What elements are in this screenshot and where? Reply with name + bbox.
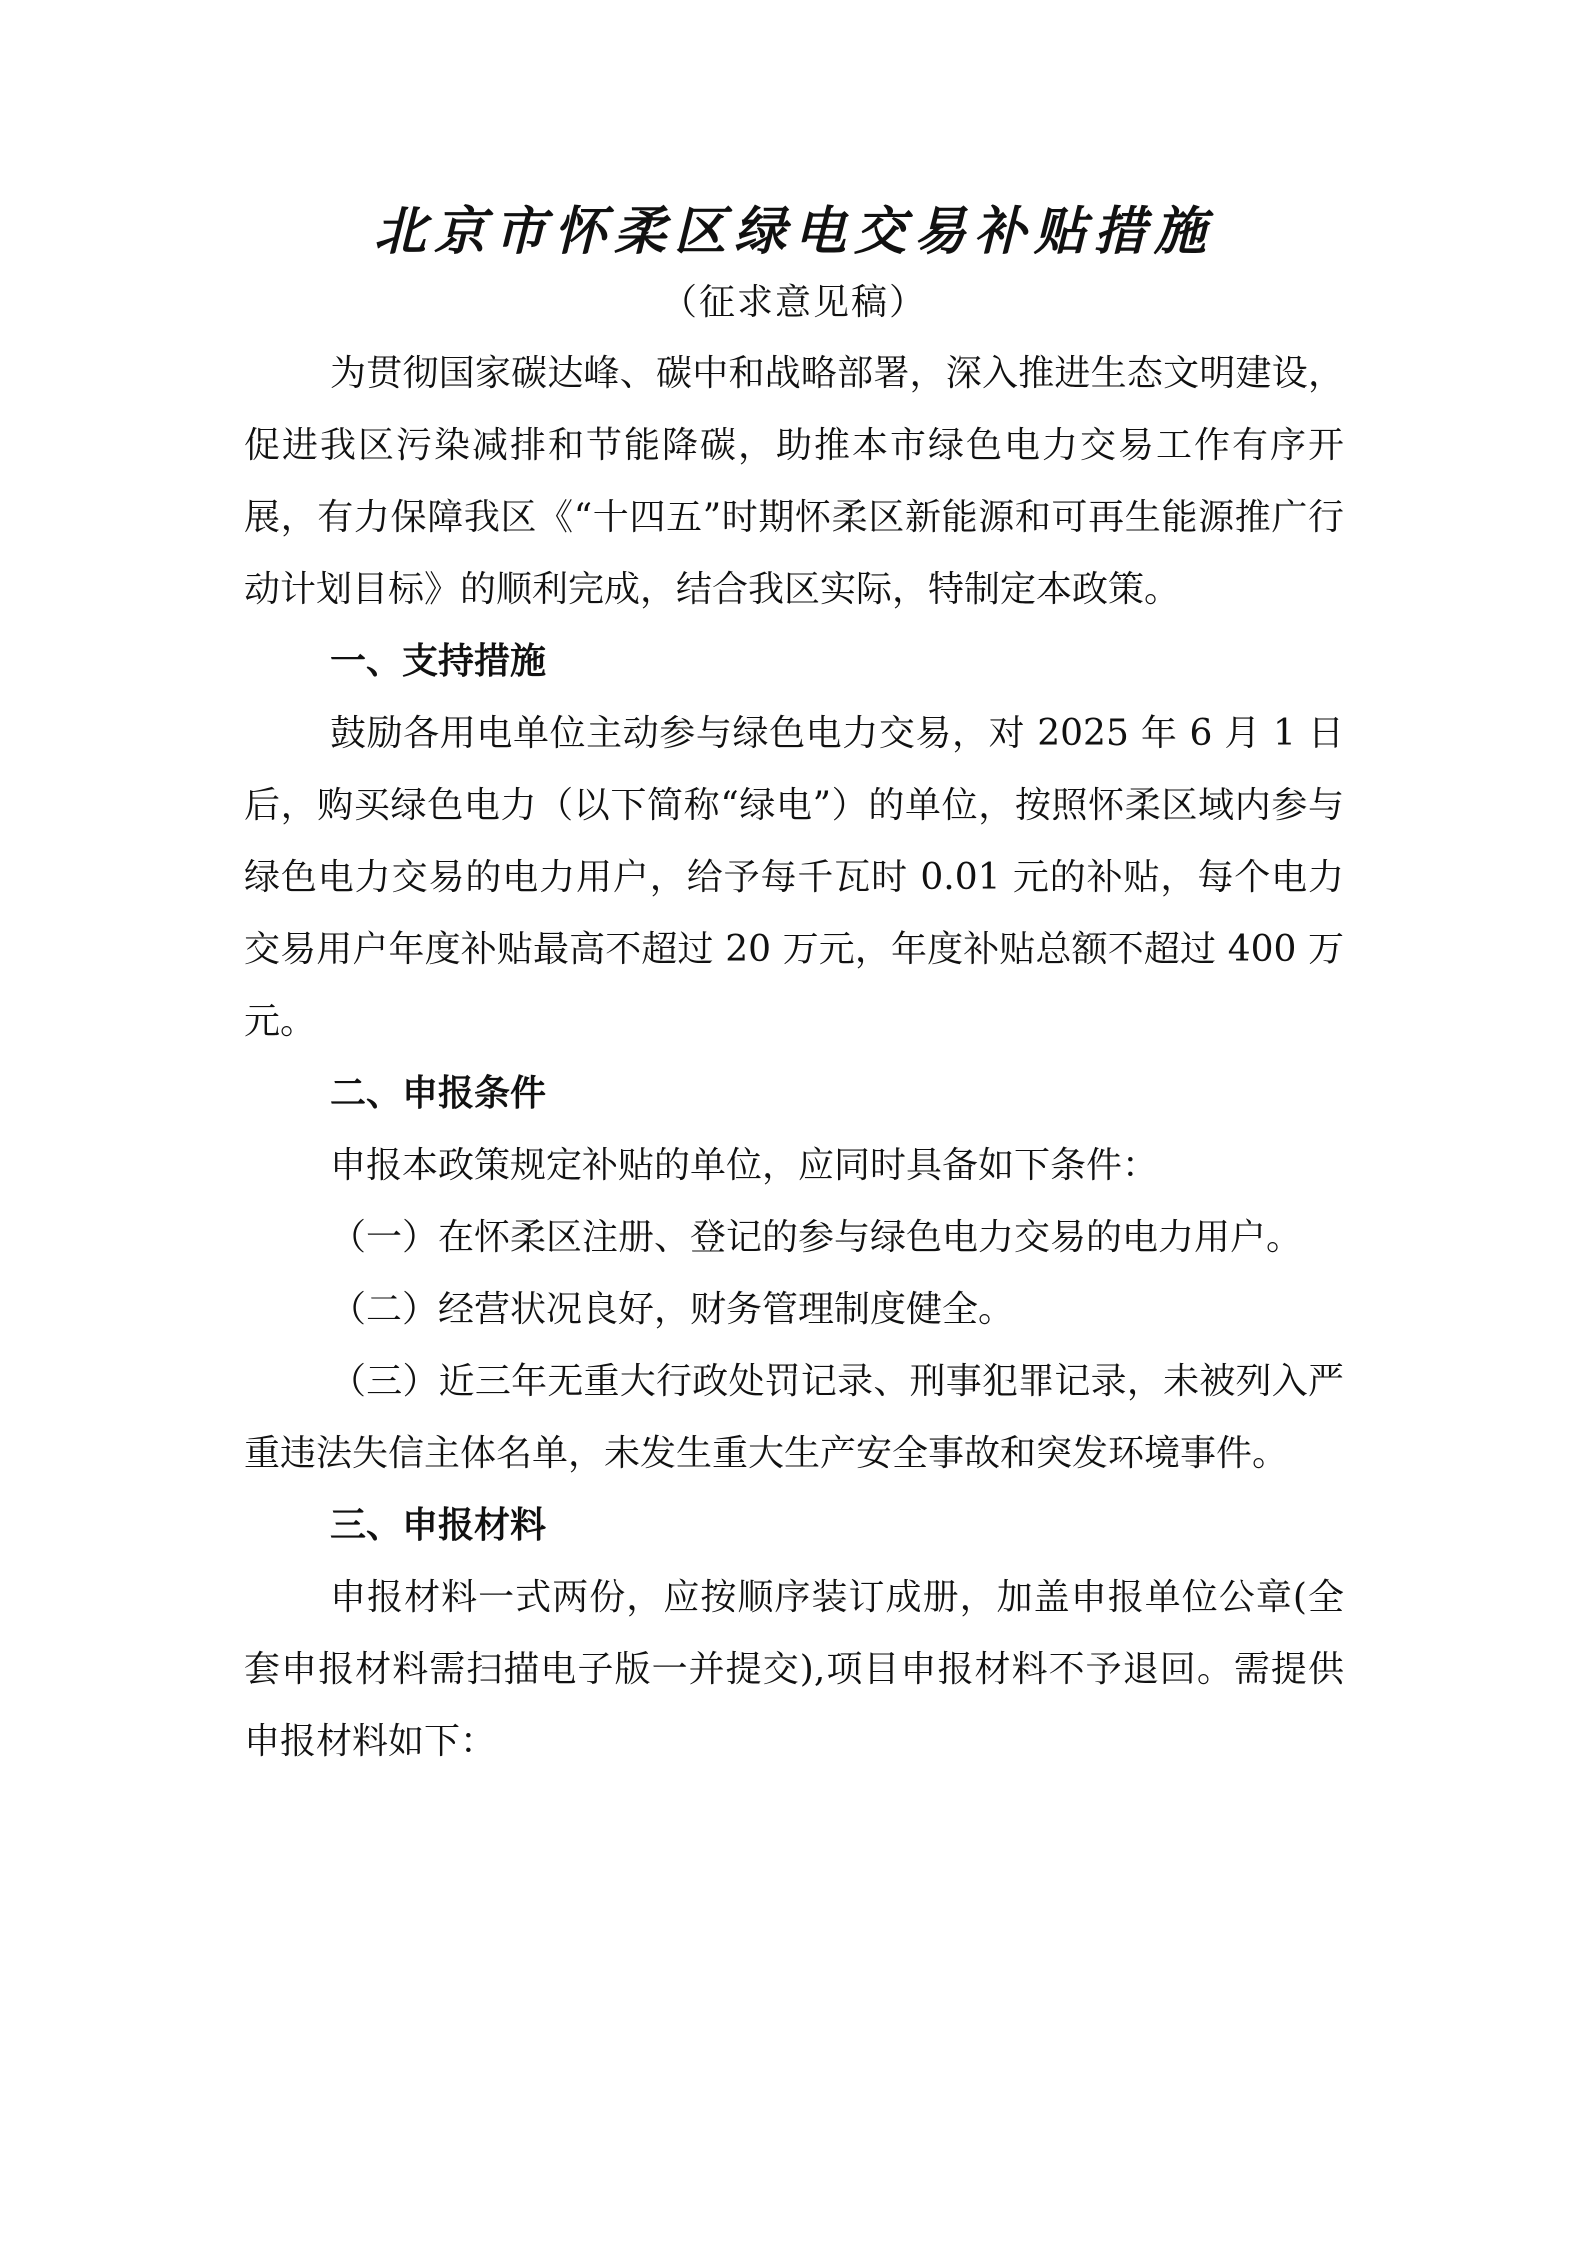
intro-paragraph: 为贯彻国家碳达峰、碳中和战略部署，深入推进生态文明建设，促进我区污染减排和节能降碳，助推本市绿色电力交易工作有序开展，有力保障我区《“十四五”时期怀柔区新能源和可再生能源推广行动计划目标》的顺利完成，结合我区实际，特制定本政策。 (244, 353, 1344, 610)
section-heading-conditions: 二、申报条件 (330, 1073, 547, 1114)
conditions-intro-paragraph: 申报本政策规定补贴的单位，应同时具备如下条件： (330, 1145, 1159, 1186)
materials-paragraph: 申报材料一式两份，应按顺序装订成册，加盖申报单位公章(全套申报材料需扫描电子版一并提交),项目申报材料不予退回。需提供申报材料如下： (244, 1577, 1344, 1762)
document-title: 北京市怀柔区绿电交易补贴措施 (373, 201, 1214, 262)
document-subtitle: （征求意见稿） (660, 282, 927, 323)
condition-item-2: （二）经营状况良好，财务管理制度健全。 (330, 1289, 1015, 1330)
condition-item-1: （一）在怀柔区注册、登记的参与绿色电力交易的电力用户。 (330, 1217, 1303, 1258)
section-heading-support: 一、支持措施 (330, 641, 547, 682)
section-heading-materials: 三、申报材料 (330, 1505, 547, 1546)
support-paragraph: 鼓励各用电单位主动参与绿色电力交易，对 2025 年 6 月 1 日后，购买绿色电力（以下简称“绿电”）的单位，按照怀柔区域内参与绿色电力交易的电力用户，给予每千瓦时 0.01 元的补贴，每个电力交易用户年度补贴最高不超过 20 万元，年度补贴总额不超过 400 万元。 (244, 713, 1344, 1042)
document-body (244, 196, 1344, 1778)
condition-item-3: （三）近三年无重大行政处罚记录、刑事犯罪记录，未被列入严重违法失信主体名单，未发生重大生产安全事故和突发环境事件。 (244, 1361, 1344, 1474)
